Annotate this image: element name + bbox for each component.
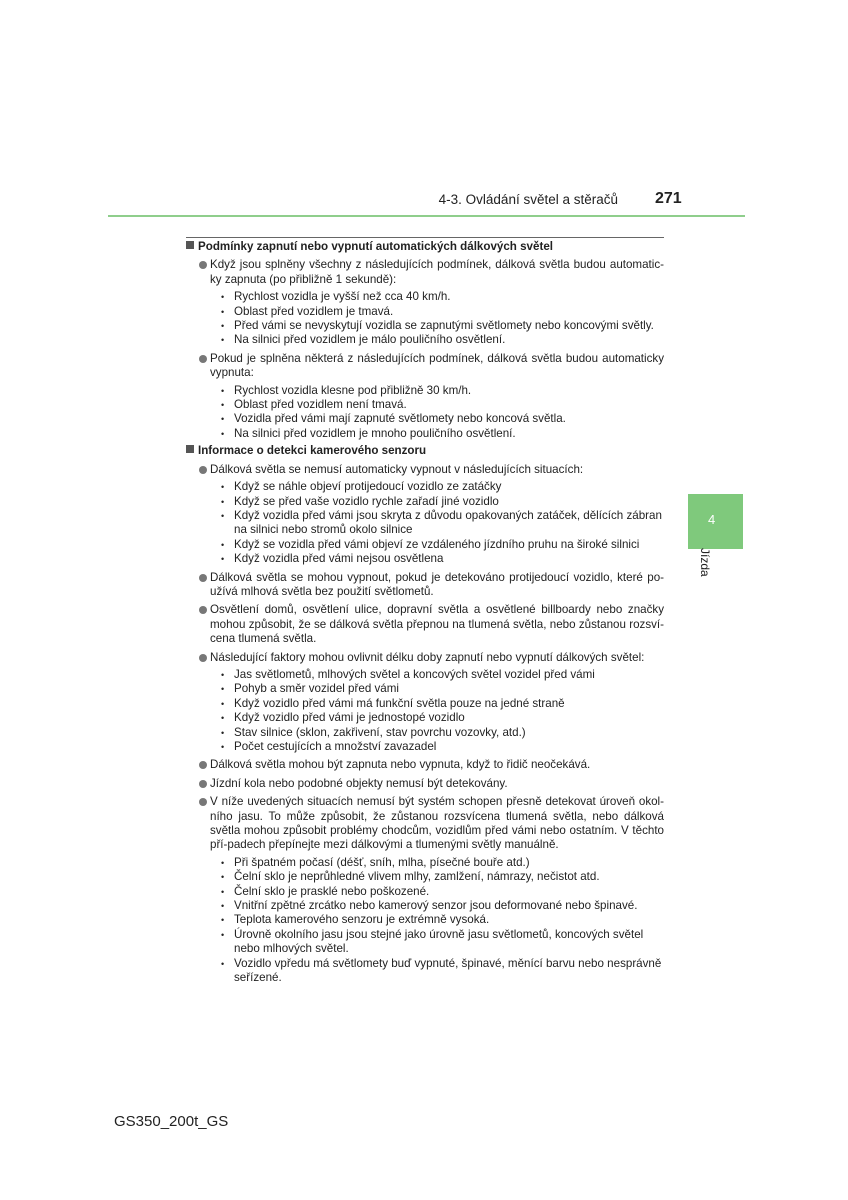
sub-list-item: • Teplota kamerového senzoru je extrémně vysoká. [221,913,664,927]
sub-list-item: • Při špatném počasí (déšť, sníh, mlha, písečné bouře atd.) [221,856,664,870]
circle-bullet-icon [199,780,207,788]
list-item-text: Dálková světla se nemusí automaticky vypnout v následujících situacích: [210,462,584,476]
list-item [186,571,664,600]
list-item [186,651,664,755]
circle-bullet-icon [199,761,207,769]
sub-list-item: • Když se vozidla před vámi objeví ze vzdáleného jízdního pruhu na široké silnici [221,538,664,552]
sub-list-item: • Pohyb a směr vozidel před vámi [221,682,664,696]
list-item [186,777,664,791]
square-bullet-icon [186,445,194,453]
sub-list [210,668,664,754]
list-item-text: Dálková světla mohou být zapnuta nebo vypnuta, když to řidič neočekává. [210,758,591,772]
circle-bullet-icon [199,654,207,662]
circle-bullet-icon [199,355,207,363]
list-item [186,758,664,772]
section-heading [186,240,664,254]
sub-list [210,856,664,986]
sub-list-item: • Stav silnice (sklon, zakřivení, stav povrchu vozovky, atd.) [221,726,664,740]
sub-list-item: • Rychlost vozidla klesne pod přibližně 30 km/h. [221,384,664,398]
sub-list-item: • Když se náhle objeví protijedoucí vozidlo ze zatáčky [221,480,664,494]
sub-list-item: • Když vozidla před vámi jsou skryta z důvodu opakovaných zatáček, dělících zábran na silnici nebo stromů okolo silnice [221,509,664,538]
sub-list-item: • Když se před vaše vozidlo rychle zařadí jiné vozidlo [221,495,664,509]
list-item-text: Jízdní kola nebo podobné objekty nemusí být detekovány. [210,776,508,790]
sub-list-item: • Čelní sklo je neprůhledné vlivem mlhy, zamlžení, námrazy, nečistot atd. [221,870,664,884]
list-item-text: Když jsou splněny všechny z následujících podmínek, dálková světla budou automatic-ky zapnuta (po přibližně 1 sekundě): [210,258,664,286]
list-item-text: Osvětlení domů, osvětlení ulice, dopravní světla a osvětlené billboardy nebo značky mohou způsobit, že se dálková světla přepnou na tlumená světla, nebo zůstanou rozsví-cena tlumená světla. [210,603,664,646]
sub-list-item: • Vnitřní zpětné zrcátko nebo kamerový senzor jsou deformované nebo špinavé. [221,899,664,913]
list-item-text: Následující faktory mohou ovlivnit délku doby zapnutí nebo vypnutí dálkových světel: [210,650,645,664]
sub-list-item: • Oblast před vozidlem je tmavá. [221,305,664,319]
page-content [186,237,664,986]
sub-list [210,290,664,348]
list-item [186,258,664,347]
list-item-text: Pokud je splněna některá z následujících podmínek, dálková světla budou automaticky vypnuta: [210,351,664,380]
section-heading-text: Informace o detekci kamerového senzoru [198,444,427,458]
section-heading [186,444,664,458]
circle-bullet-icon [199,466,207,474]
sub-list-item: • Na silnici před vozidlem je málo pouličního osvětlení. [221,333,664,347]
list-item [186,603,664,646]
sub-list-item: • Když vozidlo před vámi je jednostopé vozidlo [221,711,664,725]
sub-list-item: • Když vozidlo před vámi má funkční světla pouze na jedné straně [221,697,664,711]
sub-list-item: • Úrovně okolního jasu jsou stejné jako úrovně jasu světlometů, koncových světel nebo mlhových světel. [221,928,664,957]
list-item-text: Dálková světla se mohou vypnout, pokud je detekováno protijedoucí vozidlo, které po-užívá mlhová světla bez použití světlometů. [210,570,664,598]
page-number: 271 [655,190,682,207]
section-heading-text: Podmínky zapnutí nebo vypnutí automatických dálkových světel [198,240,553,253]
sub-list-item: • Oblast před vozidlem není tmavá. [221,398,664,412]
footer-model-code: GS350_200t_GS [114,1113,229,1130]
sub-list-item: • Rychlost vozidla je vyšší než cca 40 km/h. [221,290,664,304]
section-header-title: 4-3. Ovládání světel a stěračů [438,192,618,207]
square-bullet-icon [186,241,194,249]
content-section [186,240,664,441]
chapter-tab-number: 4 [708,512,716,527]
circle-bullet-icon [199,261,207,269]
chapter-tab [688,494,743,549]
chapter-tab-label: Jízda [698,548,712,577]
circle-bullet-icon [199,798,207,806]
sub-list-item: • Počet cestujících a množství zavazadel [221,740,664,754]
list-item-text: V níže uvedených situacích nemusí být systém schopen přesně detekovat úroveň okol-ního jasu. To může způsobit, že zůstanou rozsvícena tlumená světla, nebo dálková světla mohou způsobit problémy chodcům, vozidlům před vámi nebo ostatním. V těchto pří-padech přepínejte mezi dálkovými a tlumenými světly manuálně. [210,795,664,852]
sub-list-item: • Na silnici před vozidlem je mnoho pouličního osvětlení. [221,427,664,441]
header-divider [108,215,745,217]
list-item [186,795,664,985]
sub-list [210,384,664,442]
sub-list-item: • Jas světlometů, mlhových světel a koncových světel vozidel před vámi [221,668,664,682]
sub-list-item: • Čelní sklo je prasklé nebo poškozené. [221,885,664,899]
circle-bullet-icon [199,574,207,582]
sub-list-item: • Vozidla před vámi mají zapnuté světlomety nebo koncová světla. [221,412,664,426]
list-item [186,352,664,441]
sub-list-item: • Když vozidla před vámi nejsou osvětlena [221,552,664,566]
list-item [186,463,664,567]
sub-list-item: • Vozidlo vpředu má světlomety buď vypnuté, špinavé, měnící barvu nebo nesprávně seřízené. [221,957,664,986]
sub-list [210,480,664,566]
sub-list-item: • Před vámi se nevyskytují vozidla se zapnutými světlomety nebo koncovými světly. [221,319,664,333]
content-section [186,444,664,985]
circle-bullet-icon [199,606,207,614]
